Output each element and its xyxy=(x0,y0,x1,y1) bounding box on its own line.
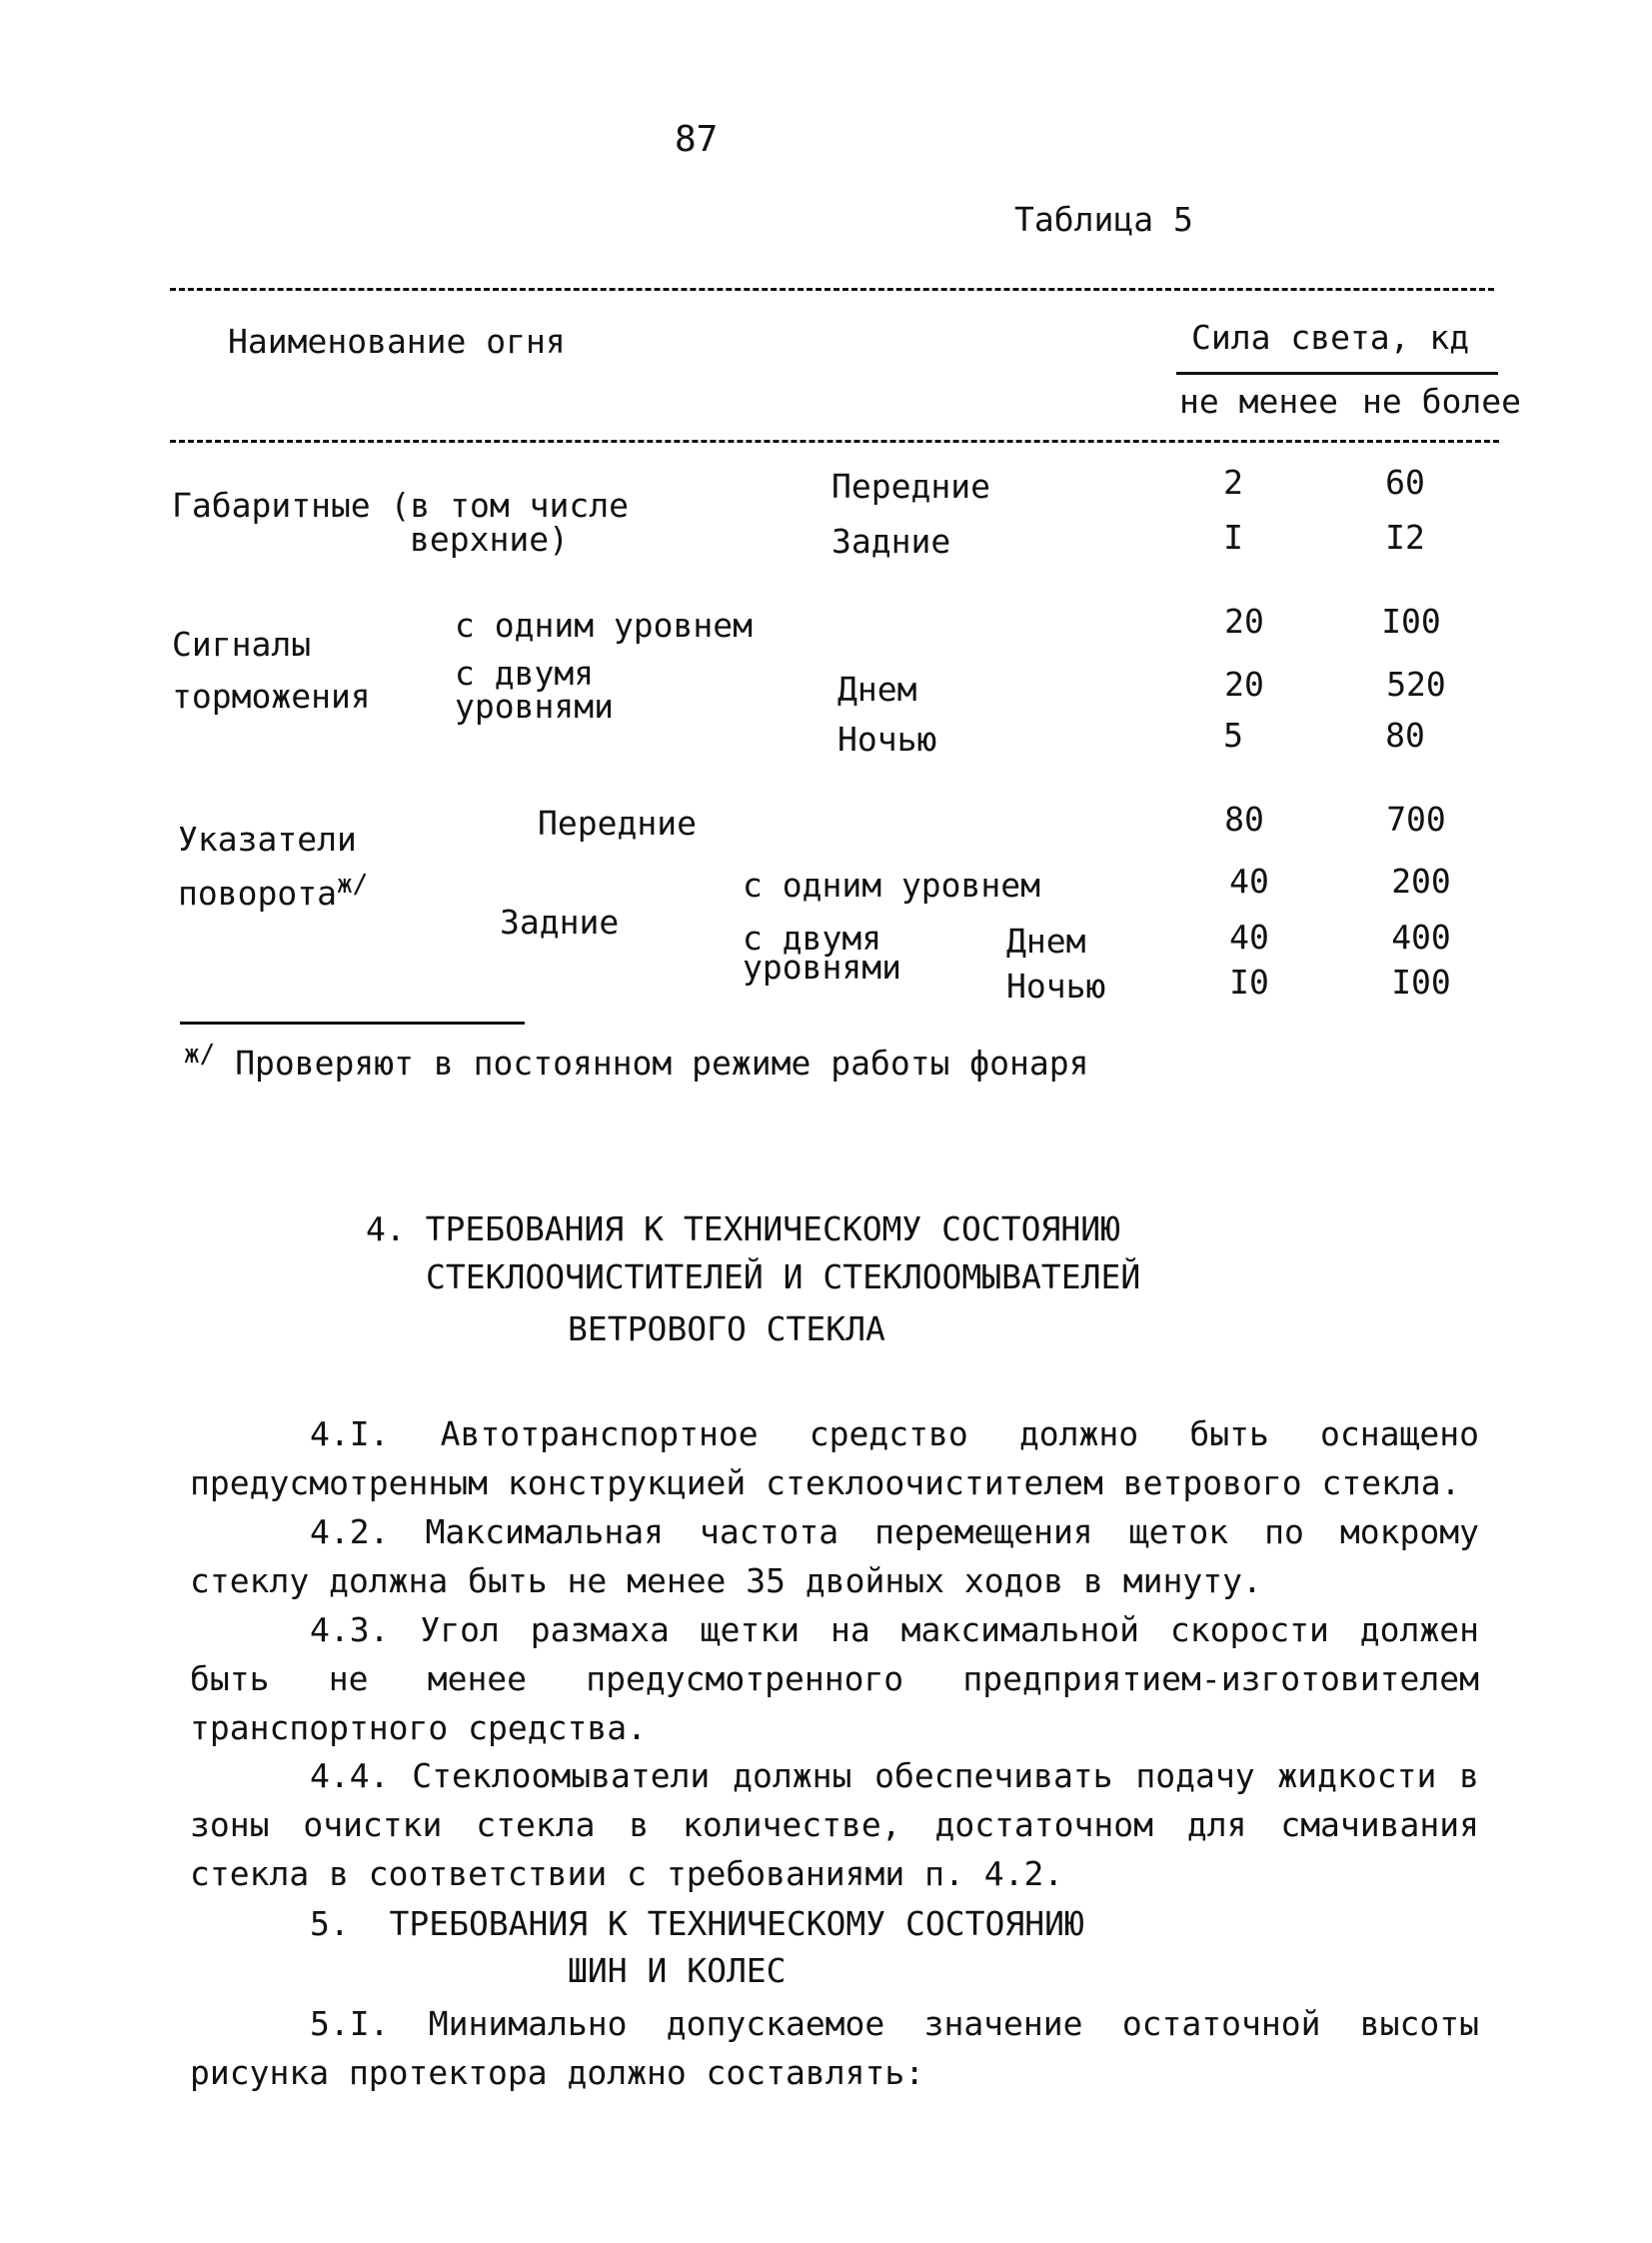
group3-rear: Задние xyxy=(500,903,620,942)
paragraph-4-2: 4.2. Максимальная частота перемещения щеток по мокрому стеклу должна быть не менее 35 двойных ходов в минуту. xyxy=(190,1512,1479,1600)
group3-rear-sub1: с одним уровнем xyxy=(743,866,1041,905)
section5-title-line1: 5. ТРЕБОВАНИЯ К ТЕХНИЧЕСКОМУ СОСТОЯНИЮ xyxy=(310,1904,1084,1943)
group3-rear-sub1-max: 200 xyxy=(1391,862,1451,901)
table-top-rule xyxy=(170,288,1494,291)
group2-sub1-max: I00 xyxy=(1381,602,1441,641)
group3-rear-sub2-line2: уровнями xyxy=(743,948,901,987)
group1-front-label: Передние xyxy=(831,467,990,506)
group3-night-label: Ночью xyxy=(1006,967,1106,1006)
section5-title-line2: ШИН И КОЛЕС xyxy=(568,1951,787,1990)
group1-front-max: 60 xyxy=(1385,463,1425,502)
paragraph-5-1: 5.I. Минимально допускаемое значение остаточной высоты рисунка протектора должно составлять: xyxy=(190,2004,1479,2092)
group3-rear-sub1-min: 40 xyxy=(1229,862,1269,901)
group2-day-max: 520 xyxy=(1386,665,1446,704)
page-number: 87 xyxy=(675,119,719,160)
group2-name-line1: Сигналы xyxy=(172,625,312,664)
header-intensity-underline xyxy=(1176,372,1498,375)
group3-name-line1: Указатели xyxy=(178,820,357,859)
group1-front-min: 2 xyxy=(1223,463,1243,502)
group2-sub1-min: 20 xyxy=(1224,602,1264,641)
group3-night-max: I00 xyxy=(1391,963,1451,1002)
section4-title-line2: СТЕКЛООЧИСТИТЕЛЕЙ И СТЕКЛООМЫВАТЕЛЕЙ xyxy=(426,1257,1141,1296)
section4-title-line1: 4. ТРЕБОВАНИЯ К ТЕХНИЧЕСКОМУ СОСТОЯНИЮ xyxy=(366,1209,1120,1248)
group2-sub2-line1: с двумя xyxy=(455,654,595,693)
group2-day-label: Днем xyxy=(837,670,917,709)
group1-rear-max: I2 xyxy=(1385,518,1425,557)
group2-day-min: 20 xyxy=(1224,665,1264,704)
table-caption: Таблица 5 xyxy=(1014,200,1193,239)
group1-name-line2: верхние) xyxy=(410,520,569,559)
group1-rear-min: I xyxy=(1223,518,1243,557)
group3-day-label: Днем xyxy=(1006,922,1086,961)
group3-footnote-mark: ж/ xyxy=(336,870,369,900)
group2-sub2-line2: уровнями xyxy=(455,687,614,726)
group3-night-min: I0 xyxy=(1229,963,1269,1002)
group2-night-max: 80 xyxy=(1385,716,1425,755)
paragraph-4-4: 4.4. Стеклоомыватели должны обеспечивать подачу жидкости в зоны очистки стекла в количестве, достаточном для смачивания стекла в соответствии с требованиями п. 4.2. xyxy=(190,1756,1479,1893)
footnote-mark: ж/ xyxy=(184,1040,216,1070)
group3-name-text: поворота xyxy=(178,874,337,913)
footnote-text: Проверяют в постоянном режиме работы фонаря xyxy=(235,1044,1089,1083)
group3-rear-sub2-line1: с двумя xyxy=(743,919,882,958)
group2-sub1: с одним уровнем xyxy=(455,606,754,645)
group3-name-line2 xyxy=(178,870,368,914)
group3-day-max: 400 xyxy=(1391,918,1451,957)
section4-title-line3: ВЕТРОВОГО СТЕКЛА xyxy=(568,1309,885,1348)
group2-night-label: Ночью xyxy=(837,720,937,759)
paragraph-4-3: 4.3. Угол размаха щетки на максимальной скорости должен быть не менее предусмотренного предприятием-изготовителем транспортного средства. xyxy=(190,1610,1479,1747)
header-min: не менее xyxy=(1179,382,1338,421)
group3-front: Передние xyxy=(538,804,697,843)
group1-rear-label: Задние xyxy=(831,522,951,561)
group3-day-min: 40 xyxy=(1229,918,1269,957)
footnote-rule xyxy=(180,1022,525,1025)
group2-name-line2: торможения xyxy=(172,677,371,716)
footnote xyxy=(184,1040,1089,1084)
group3-front-max: 700 xyxy=(1386,800,1446,839)
header-bottom-rule xyxy=(170,440,1499,443)
group1-name-line1: Габаритные (в том числе xyxy=(172,486,629,525)
header-max: не более xyxy=(1362,382,1521,421)
header-intensity: Сила света, кд xyxy=(1191,318,1470,357)
group3-front-min: 80 xyxy=(1224,800,1264,839)
group2-night-min: 5 xyxy=(1223,716,1243,755)
header-name: Наименование огня xyxy=(228,322,566,361)
paragraph-4-1: 4.I. Автотранспортное средство должно быть оснащено предусмотренным конструкцией стеклоочистителем ветрового стекла. xyxy=(190,1414,1479,1502)
